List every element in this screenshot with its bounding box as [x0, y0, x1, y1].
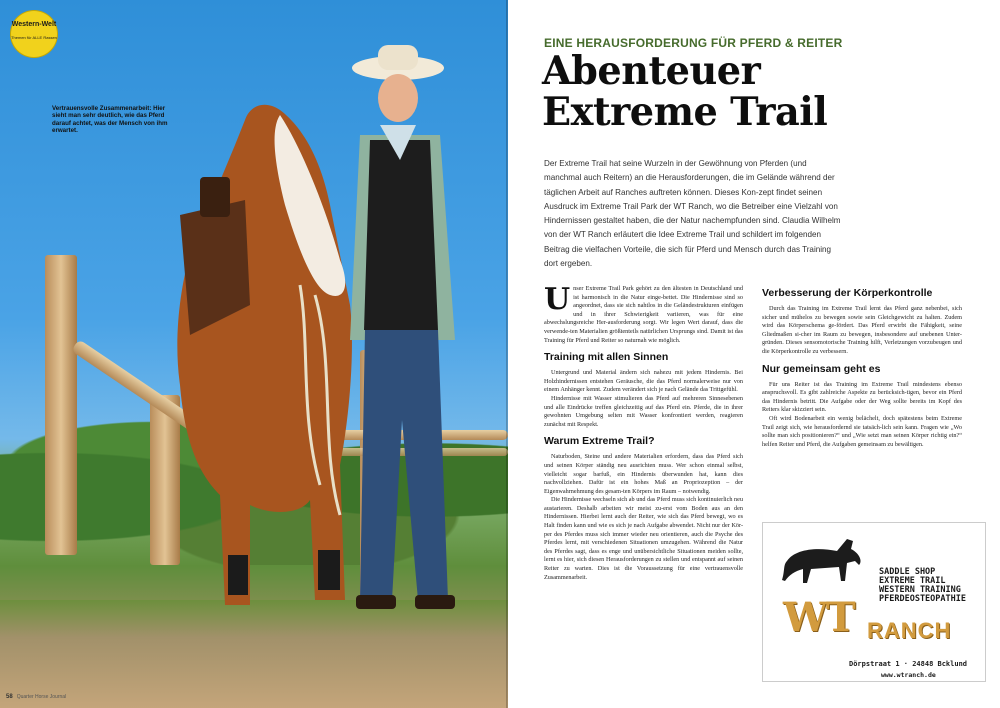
ground	[0, 600, 508, 708]
badge-title: Western-Welt	[11, 21, 57, 28]
section-badge	[11, 11, 57, 57]
article-lead: Der Extreme Trail hat seine Wurzeln in der Gewöhnung von Pferden (und manchmal auch Reitern) an die Herausforderungen, die im Gelände während der täglichen Arbeit auf Ranches auftreten können. Dieses Kon-zept findet seinen Ausdruck im Extreme Trail Park der WT Ranch, wo die Betreiber eine Vielzahl von Hindernissen gestaltet haben, die der Natur nachempfunden sind. Claudia Wilhelm von der WT Ranch erläutert die Idee Extreme Trail und schildert im folgenden Beitrag die vielfachen Vorteile, die sich für Pferd und Mensch durch das Training dort ergeben.	[544, 159, 841, 269]
heading-koerperkontrolle: Verbesserung der Körperkontrolle	[762, 287, 933, 299]
rider-illustration	[330, 40, 480, 615]
horse-silhouette-icon	[777, 531, 869, 593]
ad-brand-ranch: RANCH	[867, 618, 952, 643]
paragraph: Naturboden, Steine und andere Materialien erfordern, dass das Pferd sich und seinen Körper ständig neu ausrichten muss. Wer schon einmal selbst, vielleicht sogar barfuß, ein Hindernis überwunden hat, kann dies nachvollziehen. Dafür ist ein hohes Maß an Propriozeption – der Eigenwahrnehmung des gesam-ten Körpers im Raum – notwendig.	[544, 453, 743, 495]
title-line-2: Extreme Trail	[542, 89, 828, 135]
ad-service-trail: EXTREME TRAIL	[879, 576, 946, 586]
paragraph: Durch das Training im Extreme Trail lernt das Pferd ganz nebenbei, sich sicher und mühelos zu bewegen sowie sein Gleichgewicht zu halten. Zudem wird das Körperschema ge-fördert. Das Pferd erwirbt die Fähigkeit, seine Gliedmaßen si-cher im Raum zu bewegen, insbesondere auf unebenen Unter-gründen. Dieses sensomotorische Training hilft, Verletzungen vorzubeugen und die Körperkontrolle zu verbessern.	[762, 305, 962, 355]
page-number: 58	[6, 694, 13, 700]
article-title	[542, 48, 828, 135]
heading-gemeinsam: Nur gemeinsam geht es	[762, 362, 881, 375]
magazine-name: Quarter Horse Journal	[16, 694, 67, 700]
ad-service-saddle: SADDLE SHOP	[879, 567, 936, 577]
paragraph: Hindernisse mit Wasser stimulieren das Pferd auf mehreren Sinnesebenen und alle Eindrücke treffen gleichzeitig auf das Pferd ein. Pferde, die in ihrer gewohnten Umgebung selten mit Wasser konfrontiert werden, reagieren zunächst mit Respekt.	[544, 394, 743, 428]
paragraph: Für uns Reiter ist das Training im Extreme Trail mindestens ebenso anspruchsvoll. Es gibt zahlreiche Aspekte zu berücksich-tigen, bevor ein Pferd das Hindernis betritt. Die Aufgabe oder der Weg sollte bereits im Kopf des Reiters klar skizziert sein.	[762, 380, 962, 414]
heading-warum: Warum Extreme Trail?	[544, 435, 655, 448]
drop-cap: U	[544, 282, 571, 317]
heading-sinne: Training mit allen Sinnen	[544, 351, 669, 364]
paragraph: Die Hindernisse wechseln sich ab und das Pferd muss sich kontinuierlich neu austarieren. Deshalb arbeiten wir meist zu-erst vom Boden aus an den Hindernissen. Hierbei lernt auch der Reiter, wie sich das Pferd bewegt, wo es Halt finden kann und wie es sich je nach Aufgabe abwendet. Nicht nur der Kör-per des Pferdes muss sich immer wieder neu orientieren, auch die Psyche des Pferdes lernt, mit verschiedenen Situationen umzugehen. Während die Natur des Pferdes sagt, dass es enge und unübersichtliche Situationen meiden sollte, lernt es hier, sich diesen Herausforderungen zu stellen und entspannt auf seinen Reiter zu warten. Dies ist die Voraussetzung für eine vertrauensvolle Zusammenarbeit.	[544, 496, 743, 581]
ad-services	[879, 568, 966, 604]
ad-website-link[interactable]: www.wtranch.de	[881, 671, 936, 679]
intro-paragraph	[544, 282, 743, 345]
ad-address: Dörpstraat 1 · 24848 Bcklund	[849, 660, 968, 668]
intro-text: nser Extreme Trail Park gehört zu den ältesten in Deutschland und ist harmonisch in die Natur einge-bettet. Die Hindernisse sind so angeordnet, dass sie sich nahtlos in die Geländestrukturen einfügen und in ihrer Schwierigkeit variieren, was für eine abwechslungsreiche Her-ausforderung sorgt. Wir legen Wert darauf, dass die verwende-ten Materialien größtenteils natürlichen Ursprungs sind. Damit ist das Training für Pferd und Reiter so naturnah wie möglich.	[544, 285, 743, 344]
fence-post	[45, 255, 77, 555]
title-line-1: Abenteuer	[542, 48, 761, 94]
paragraph: Untergrund und Material ändern sich nahezu mit jedem Hindernis. Bei Holzhindernissen entstehen Geräusche, die das Pferd normalerweise nur von einem Anhänger kennt. Zudem verändert sich je nach Gelände das Trittgefühl.	[544, 369, 743, 394]
ad-service-osteo: PFERDEOSTEOPATHIE	[879, 594, 966, 604]
paragraph: Oft wird Bodenarbeit ein wenig belächelt, doch spätestens beim Extreme Trail zeigt sich, wie herausfordernd sie tatsäch-lich sein kann. Fragen wie „Wo sollte man sich positionieren?“ und „Wie setzt man seinen Körper richtig ein?“ helfen Reiter und Pferd, die Aufgaben gemeinsam zu bewältigen.	[762, 414, 962, 448]
wt-ranch-advertisement[interactable]	[762, 522, 986, 682]
ad-service-training: WESTERN TRAINING	[879, 585, 961, 595]
article-page	[508, 0, 1000, 708]
article-column-1	[544, 282, 743, 582]
article-kicker: EINE HERAUSFORDERUNG FÜR PFERD & REITER	[544, 36, 843, 50]
ad-brand-wt: WT	[783, 594, 854, 641]
article-column-2	[762, 285, 962, 449]
badge-subtitle: Themen für ALLE Rassen	[11, 35, 57, 40]
photo-caption: Vertrauensvolle Zusammenarbeit: Hier sieht man sehr deutlich, wie das Pferd darauf achtet, was der Mensch von ihm erwartet.	[52, 105, 168, 134]
page-footer	[6, 694, 66, 700]
